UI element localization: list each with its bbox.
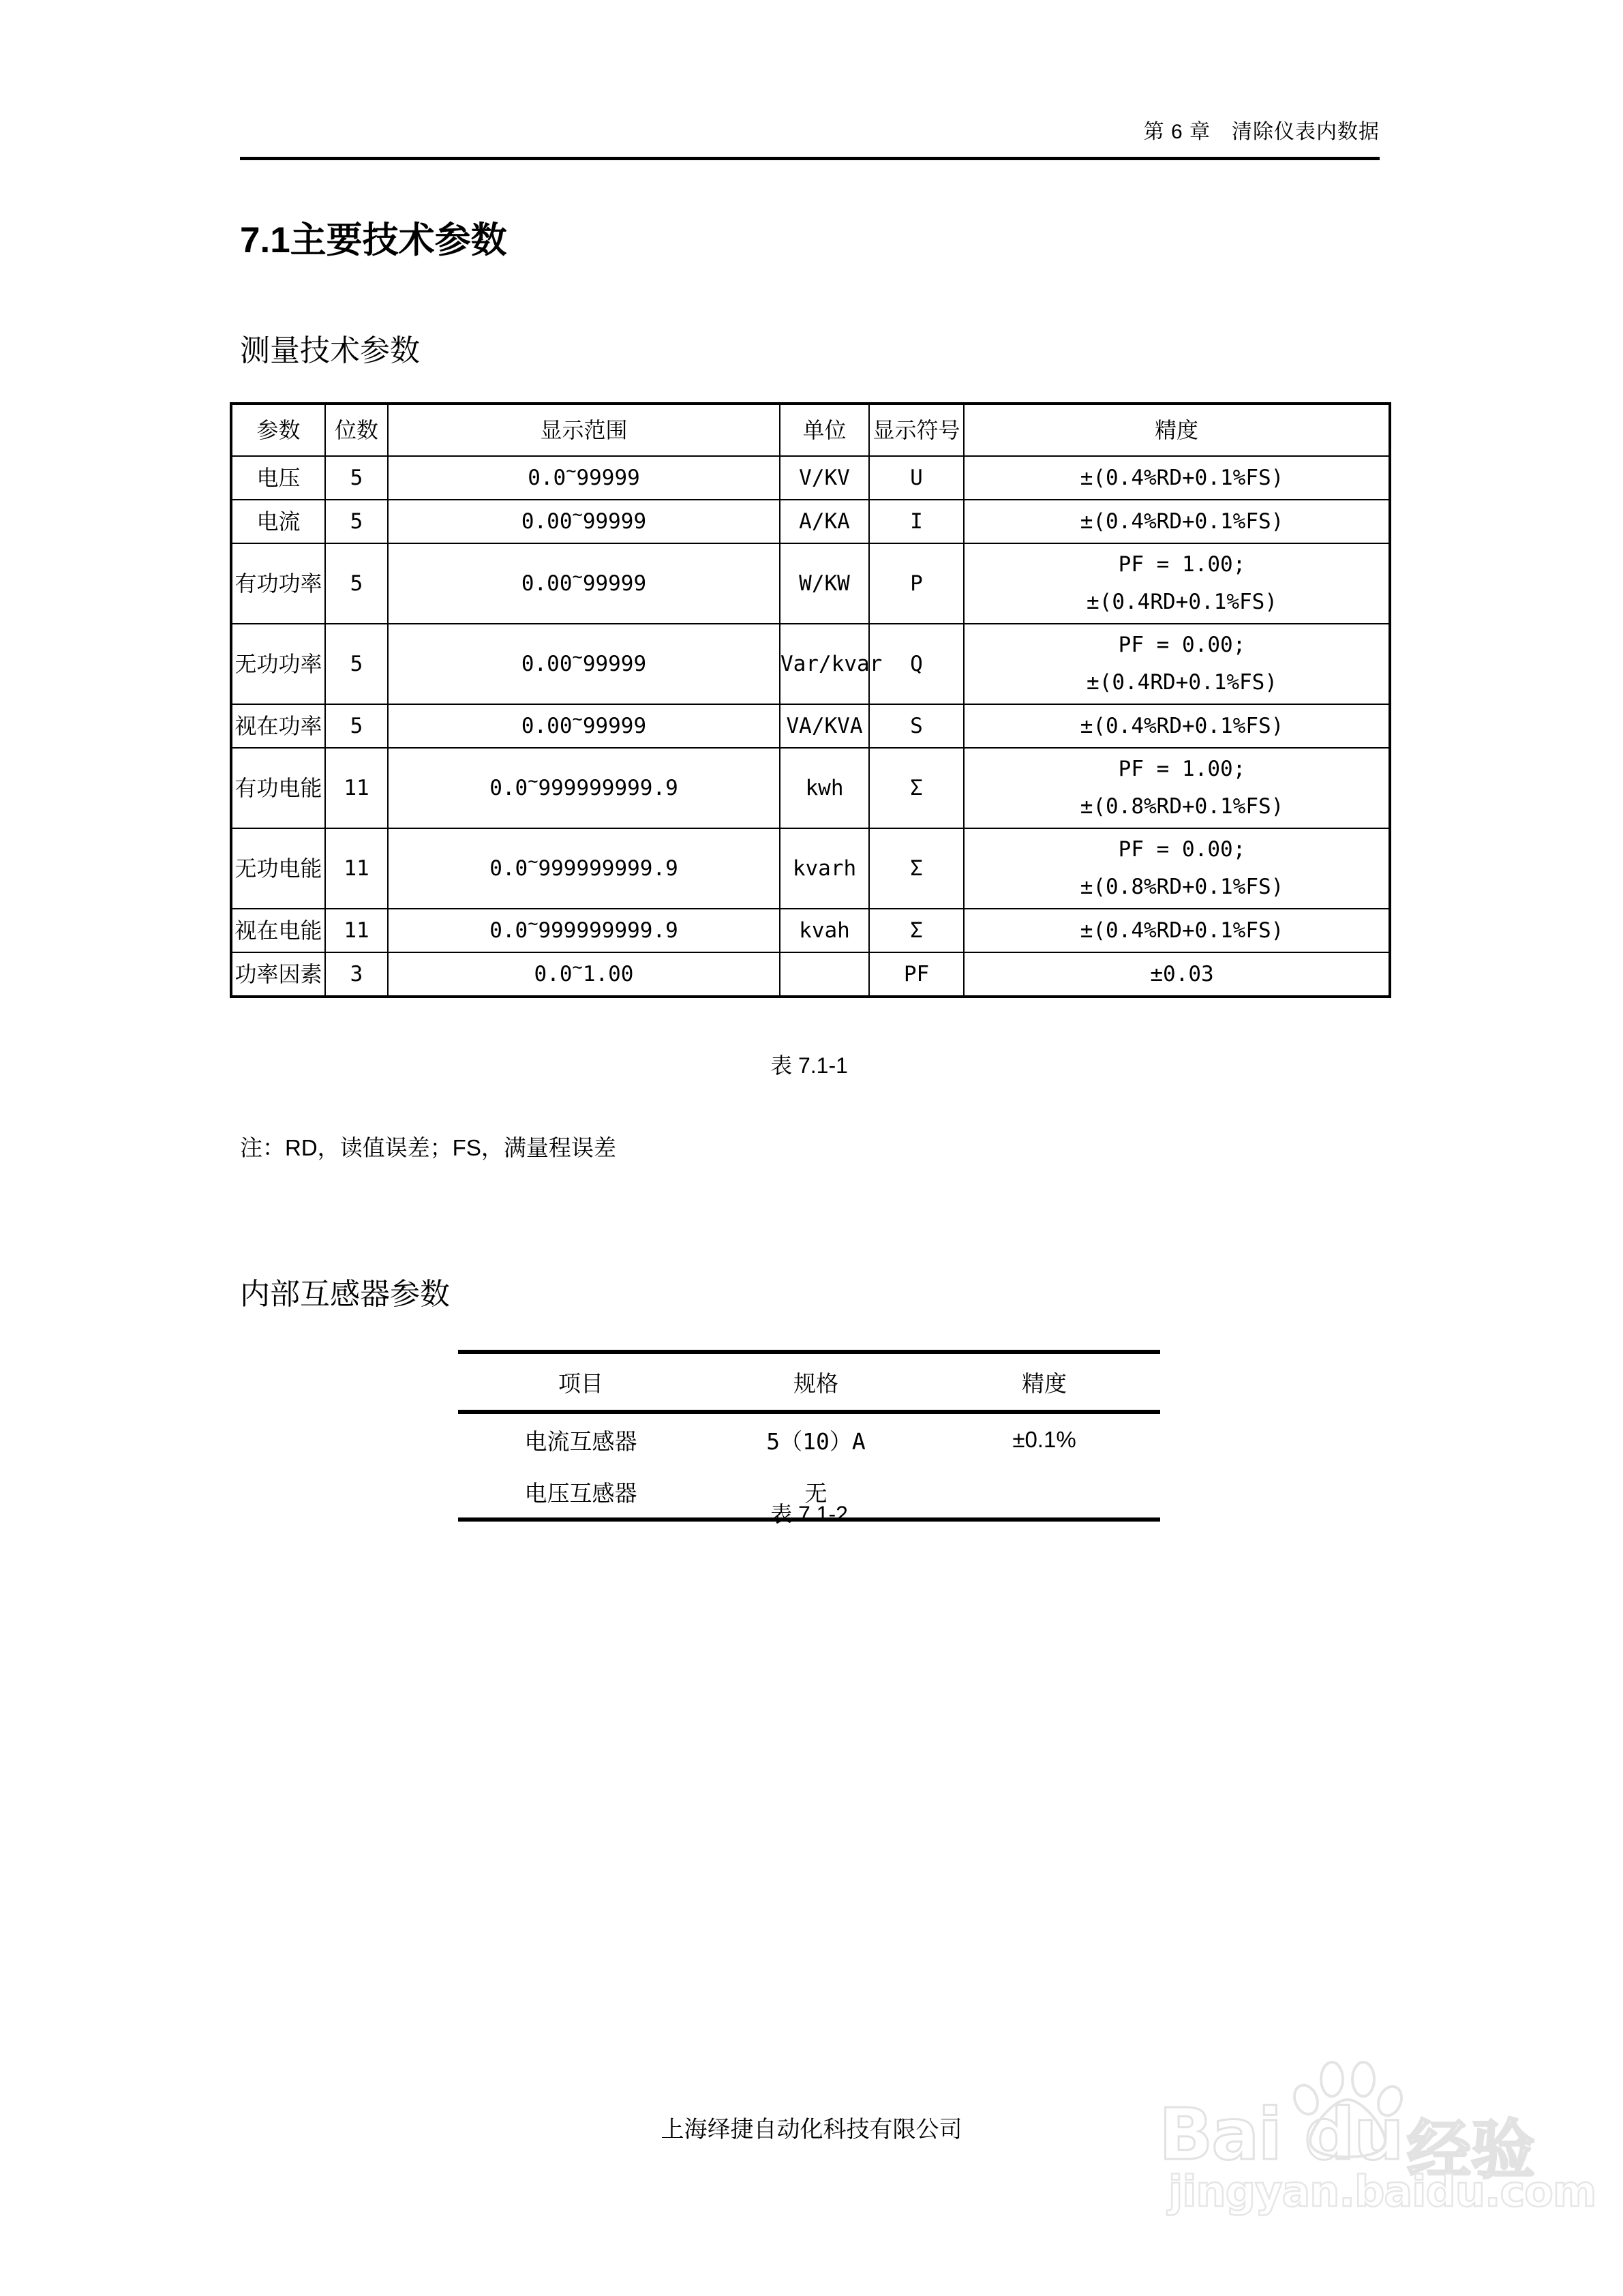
cell-digits: 5 <box>325 543 388 624</box>
watermark-brand-text: Bai du <box>1159 2093 1403 2176</box>
cell-spec: 5（10）A <box>766 1428 866 1455</box>
cell-digits: 5 <box>325 500 388 543</box>
table-row <box>231 748 1390 828</box>
cell-unit: Var/kvar <box>780 624 869 704</box>
table-row <box>231 828 1390 909</box>
col-header-param: 参数 <box>231 404 325 456</box>
cell-digits: 5 <box>325 456 388 500</box>
col-header-range: 显示范围 <box>388 404 780 456</box>
cell-accuracy: ±(0.4%RD+0.1%FS) <box>964 456 1390 500</box>
col-header-digits: 位数 <box>325 404 388 456</box>
cell-range: 0.00~99999 <box>388 543 780 624</box>
cell-symbol: Σ <box>869 828 964 909</box>
cell-param: 无功功率 <box>231 624 325 704</box>
cell-digits: 11 <box>325 748 388 828</box>
table-row <box>231 704 1390 748</box>
col-header-unit: 单位 <box>780 404 869 456</box>
cell-accuracy: PF = 1.00; ±(0.8%RD+0.1%FS) <box>964 748 1390 828</box>
cell-param: 视在功率 <box>231 704 325 748</box>
internal-transformer-table <box>458 1350 1160 1522</box>
table-note: 注：RD，读值误差；FS，满量程误差 <box>240 1135 616 1160</box>
cell-symbol: PF <box>869 952 964 997</box>
table-row <box>231 909 1390 952</box>
cell-unit: VA/KVA <box>780 704 869 748</box>
col-header-accuracy: 精度 <box>964 404 1390 456</box>
table-row <box>231 500 1390 543</box>
table-row <box>231 952 1390 997</box>
col-header-item: 项目 <box>458 1352 703 1412</box>
cell-unit <box>780 952 869 997</box>
cell-param: 有功功率 <box>231 543 325 624</box>
subheading-internal-transformer-params: 内部互感器参数 <box>240 1278 450 1311</box>
cell-unit: kwh <box>780 748 869 828</box>
cell-range: 0.00~99999 <box>388 704 780 748</box>
table-row <box>231 543 1390 624</box>
cell-item: 电压互感器 <box>458 1466 703 1520</box>
paw-print-icon <box>1283 2057 1412 2160</box>
table-header-row <box>231 404 1390 456</box>
cell-accuracy: ±(0.4%RD+0.1%FS) <box>964 704 1390 748</box>
cell-symbol: U <box>869 456 964 500</box>
page-title: 7.1主要技术参数 <box>240 220 507 260</box>
cell-unit: W/KW <box>780 543 869 624</box>
watermark-brand-cn-text: 经验 <box>1407 2113 1536 2188</box>
cell-range: 0.0~99999 <box>388 456 780 500</box>
cell-accuracy: ±0.03 <box>964 952 1390 997</box>
cell-param: 视在电能 <box>231 909 325 952</box>
cell-param: 电压 <box>231 456 325 500</box>
table-caption-2: 表 7.1-2 <box>770 1502 848 1526</box>
cell-accuracy: PF = 0.00; ±(0.4RD+0.1%FS) <box>964 624 1390 704</box>
cell-accuracy: ±(0.4%RD+0.1%FS) <box>964 909 1390 952</box>
table-row <box>458 1412 1160 1466</box>
table-caption-1: 表 7.1-1 <box>770 1053 848 1078</box>
cell-range: 0.0~999999999.9 <box>388 828 780 909</box>
cell-accuracy: ±(0.4%RD+0.1%FS) <box>964 500 1390 543</box>
cell-range: 0.0~1.00 <box>388 952 780 997</box>
cell-item: 电流互感器 <box>524 1428 637 1454</box>
cell-unit: kvarh <box>780 828 869 909</box>
cell-accuracy: ±0.1% <box>1012 1427 1076 1452</box>
cell-symbol: Σ <box>869 748 964 828</box>
cell-unit: kvah <box>780 909 869 952</box>
cell-accuracy: PF = 0.00; ±(0.8%RD+0.1%FS) <box>964 828 1390 909</box>
cell-range: 0.0~999999999.9 <box>388 748 780 828</box>
cell-unit: A/KA <box>780 500 869 543</box>
table-row <box>231 456 1390 500</box>
cell-range: 0.00~99999 <box>388 500 780 543</box>
table-row <box>231 624 1390 704</box>
cell-digits: 11 <box>325 909 388 952</box>
cell-digits: 5 <box>325 624 388 704</box>
running-header-text: 第 6 章 清除仪表内数据 <box>1143 121 1380 143</box>
col-header-spec: 规格 <box>703 1352 928 1412</box>
cell-param: 功率因素 <box>231 952 325 997</box>
cell-symbol: S <box>869 704 964 748</box>
measurement-params-table <box>230 402 1391 998</box>
page-footer: 上海绎捷自动化科技有限公司 <box>661 2117 962 2143</box>
cell-digits: 3 <box>325 952 388 997</box>
cell-unit: V/KV <box>780 456 869 500</box>
cell-symbol: Σ <box>869 909 964 952</box>
cell-range: 0.0~999999999.9 <box>388 909 780 952</box>
cell-digits: 5 <box>325 704 388 748</box>
table2-header-row <box>458 1352 1160 1412</box>
subheading-measurement-params: 测量技术参数 <box>240 334 420 367</box>
header-divider <box>240 157 1380 160</box>
cell-accuracy: PF = 1.00; ±(0.4RD+0.1%FS) <box>964 543 1390 624</box>
cell-param: 有功电能 <box>231 748 325 828</box>
cell-param: 电流 <box>231 500 325 543</box>
cell-spec: 无 <box>703 1466 928 1520</box>
cell-digits: 11 <box>325 828 388 909</box>
cell-symbol: P <box>869 543 964 624</box>
cell-param: 无功电能 <box>231 828 325 909</box>
cell-symbol: Q <box>869 624 964 704</box>
measurement-params-table-wrap <box>230 402 1389 998</box>
col-header-symbol: 显示符号 <box>869 404 964 456</box>
internal-transformer-table-wrap <box>458 1350 1160 1522</box>
cell-range: 0.00~99999 <box>388 624 780 704</box>
running-header <box>240 115 1380 154</box>
col-header-accuracy: 精度 <box>928 1352 1160 1412</box>
cell-symbol: I <box>869 500 964 543</box>
watermark-url-text: jingyan.baidu.com <box>1168 2166 1596 2216</box>
